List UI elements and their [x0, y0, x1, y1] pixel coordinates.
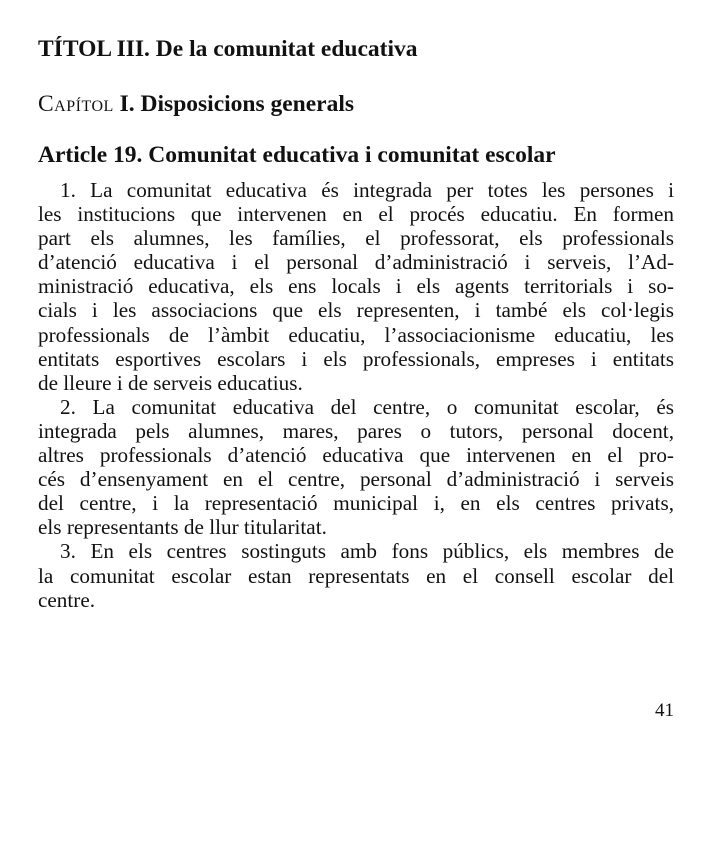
text-line: cés d’ensenyament en el centre, personal d’administració i serveis: [38, 467, 674, 492]
chapter-name: I. Disposicions generals: [119, 91, 355, 117]
text-line: 2. La comunitat educativa del centre, o comunitat escolar, és: [60, 394, 674, 419]
text-line: cials i les associacions que els representen, i també els col·legis: [38, 298, 674, 323]
text-line: d’atenció educativa i el personal d’administració i serveis, l’Ad-: [38, 250, 674, 275]
article-body: [38, 178, 674, 612]
text-line: centre.: [38, 587, 96, 612]
text-line: la comunitat escolar estan representats en el consell escolar del: [38, 563, 674, 588]
chapter-label: Capítol: [38, 91, 114, 117]
text-line: les institucions que intervenen en el procés educatiu. En formen: [38, 202, 674, 227]
paragraph-1: [38, 178, 674, 395]
article-heading: Article 19. Comunitat educativa i comunitat escolar: [38, 142, 556, 168]
page-number: 41: [655, 700, 674, 721]
title-heading: TÍTOL III. De la comunitat educativa: [38, 36, 418, 62]
text-line: professionals de l’àmbit educatiu, l’associacionisme educatiu, les: [38, 322, 674, 347]
paragraph-2: [38, 395, 674, 540]
text-line: part els alumnes, les famílies, el professorat, els professionals: [38, 226, 674, 251]
text-line: ministració educativa, els ens locals i els agents territorials i so-: [38, 274, 674, 299]
text-line: de lleure i de serveis educatius.: [38, 370, 303, 395]
text-line: 1. La comunitat educativa és integrada per totes les persones i: [60, 178, 674, 202]
paragraph-3: [38, 539, 674, 611]
text-line: del centre, i la representació municipal i, en els centres privats,: [38, 491, 674, 516]
text-line: els representants de llur titularitat.: [38, 515, 327, 540]
chapter-heading: [38, 91, 354, 118]
text-line: 3. En els centres sostinguts amb fons públics, els membres de: [60, 539, 674, 564]
text-line: integrada pels alumnes, mares, pares o tutors, personal docent,: [38, 418, 674, 443]
text-line: entitats esportives escolars i els professionals, empreses i entitats: [38, 346, 674, 371]
text-line: altres professionals d’atenció educativa que intervenen en el pro-: [38, 443, 674, 468]
